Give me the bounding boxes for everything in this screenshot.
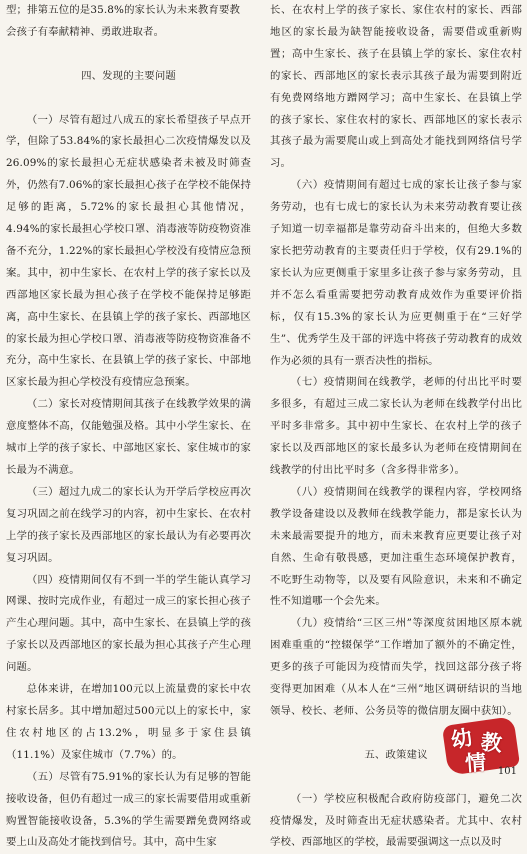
- page-number: 101: [497, 766, 517, 777]
- left-column: [6, 0, 251, 854]
- paragraph: （七）疫情期间在线教学，老师的付出比平时要多很多，有超过三成二家长认为老师在线教学付出比平时多非常多。其中初中生家长、在农村上学的孩子家长以及西部地区的家长最多认为老师在疫情期间在线教学的付出比平时多（含多得非常多）。: [270, 376, 522, 477]
- watermark-char: 教: [479, 729, 504, 757]
- paragraph: 会孩子有奉献精神、勇敢进取者。: [6, 25, 165, 38]
- paragraph: （一）学校应积极配合政府防疫部门，避免二次疫情爆发，及时筛查出无症状感染者。尤其中、农村学校、西部地区的学校，最需要强调这一点以及时: [270, 792, 522, 849]
- paragraph: （九）疫情给“三区三州”等深度贫困地区原本就困难重重的“控辍保学”工作增加了额外的不确定性，更多的孩子可能因为疫情而失学，找回这部分孩子将变得更加困难（从本人在“三州”地区调研结识的当地领导、校长、老师、公务员等的微信朋友圈中获知）。: [270, 617, 522, 717]
- section-heading: 四、发现的主要问题: [81, 69, 176, 82]
- paragraph: （一）尽管有超过八成五的家长希望孩子早点开学，但除了53.84%的家长最担心二次疫情爆发以及26.09%的家长最担心无症状感染者未被及时筛查外，仍然有7.06%的家长最担心孩子在学校不能保持足够的距离，5.72%的家长最担心其他情况，4.94%的家长最担心学校口罩、消毒液等防疫物资准备不充分，1.22%的家长最担心学校没有疫情应急预案。其中，初中生家长、在农村上学的孩子家长以及西部地区家长最为担心孩子在学校不能保持足够距离，高中生家长、在县镇上学的孩子家长、西部地区的家长最为担心学校口罩、消毒液等防疫物资准备不充分，高中生家长、在县镇上学的孩子家长、中部地区家长最为担心学校没有疫情应急预案。: [6, 113, 251, 389]
- paragraph: （八）疫情期间在线教学的课程内容，学校网络教学设备建设以及教师在线教学能力，都是家长认为未来最需要提升的地方，而未来教育应更要让孩子对自然、生命有敬畏感，更加注重生态环境保护教育，不吃野生动物等，以及要有风险意识，未来和不确定性不知道哪一个会先来。: [270, 485, 522, 608]
- section-heading: 五、政策建议: [364, 748, 428, 761]
- watermark-char: 情: [464, 750, 487, 776]
- paragraph: （六）疫情期间有超过七成的家长让孩子参与家务劳动，也有七成七的家长认为未来劳动教育要让孩子知道一切幸福都是靠劳动奋斗出来的，但绝大多数家长把劳动教育的主要责任归于学校，仅有29.1%的家长认为应更侧重于家里多让孩子参与家务劳动，且并不怎么看重需要把劳动教育成效作为重要评价指标，仅有15.3%的家长认为应更侧重于在“三好学生”、优秀学生及干部的评选中将孩子劳动教育的成效作为必须的具有一票否决性的指标。: [270, 179, 522, 367]
- paragraph: （二）家长对疫情期间其孩子在线教学效果的满意度整体不高，仅能勉强及格。其中小学生家长、在城市上学的孩子家长、中部地区家长、家住城市的家长最为不满意。: [6, 398, 251, 476]
- paragraph: （五）尽管有75.91%的家长认为有足够的智能接收设备，但仍有超过一成三的家长需要借用或重新购置智能接收设备，5.3%的学生需要蹭免费网络或要上山及高处才能找到信号。其中，高中生家: [6, 770, 251, 849]
- paragraph: （四）疫情期间仅有不到一半的学生能认真学习网课、按时完成作业，有超过一成三的家长担心孩子产生心理问题。其中，高中生家长、在县镇上学的孩子家长以及西部地区的家长最为担心其孩子产生心理问题。: [6, 573, 251, 674]
- paragraph: （三）超过九成二的家长认为开学后学校应再次复习巩固之前在线学习的内容，初中生家长、在农村上学的孩子家长及西部地区的家长最认为有必要再次复习巩固。: [6, 485, 251, 564]
- paragraph: 总体来讲，在增加100元以上流量费的家长中农村家长居多。其中增加超过500元以上的家长中，家住农村地区的占13.2%，明显多于家住县镇（11.1%）及家住城市（7.7%）的。: [6, 683, 251, 761]
- paragraph: 长、在农村上学的孩子家长、家住农村的家长、西部地区的家长最为缺智能接收设备，需要借或重新购置；高中生家长、孩子在县镇上学的家长、家住农村的家长、西部地区的家长表示其孩子最为需要到附近有免费网络地方蹭网学习；高中生家长、在县镇上学的孩子家长、家住农村的家长、西部地区的家长表示其孩子最为需要爬山或上到高处才能找到网络信号学习。: [270, 4, 522, 170]
- watermark-char: 幼: [448, 725, 475, 753]
- paragraph: 型；排第五位的是35.8%的家长认为未来教育要教: [6, 4, 241, 16]
